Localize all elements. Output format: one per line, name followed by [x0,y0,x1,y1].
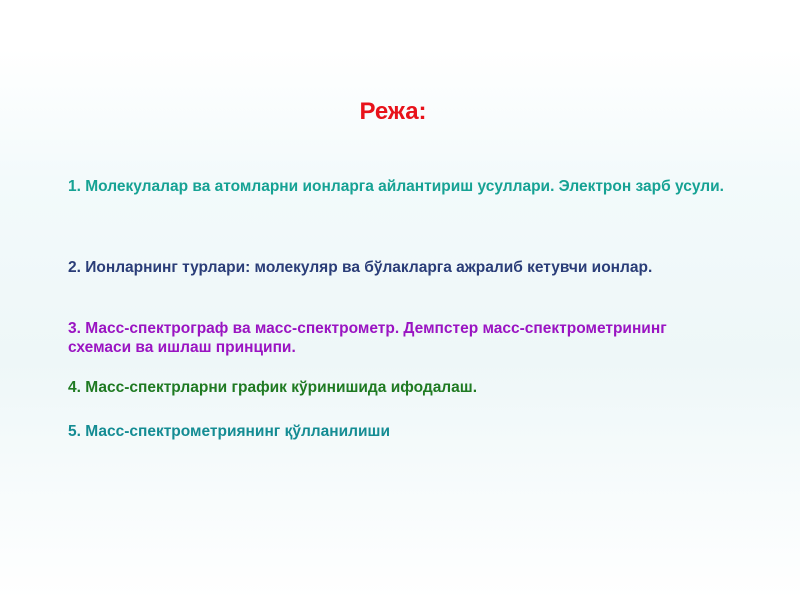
plan-item-5: 5. Масс-спектрометриянинг қўлланилиши [68,423,390,440]
plan-item-2: 2. Ионларнинг турлари: молекуляр ва бўлакларга ажралиб кетувчи ионлар. [68,259,653,276]
slide-title: Режа: [359,98,427,125]
plan-item-1: 1. Молекулалар ва атомларни ионларга айлантириш усуллари. Электрон зарб усули. [68,178,724,195]
plan-item-3: 3. Масс-спектрограф ва масс-спектрометр. Демпстер масс-спектрометрининг схемаси ва ишлаш принципи. [68,320,667,356]
plan-item-4: 4. Масс-спектрларни график кўринишида ифодалаш. [68,379,478,396]
